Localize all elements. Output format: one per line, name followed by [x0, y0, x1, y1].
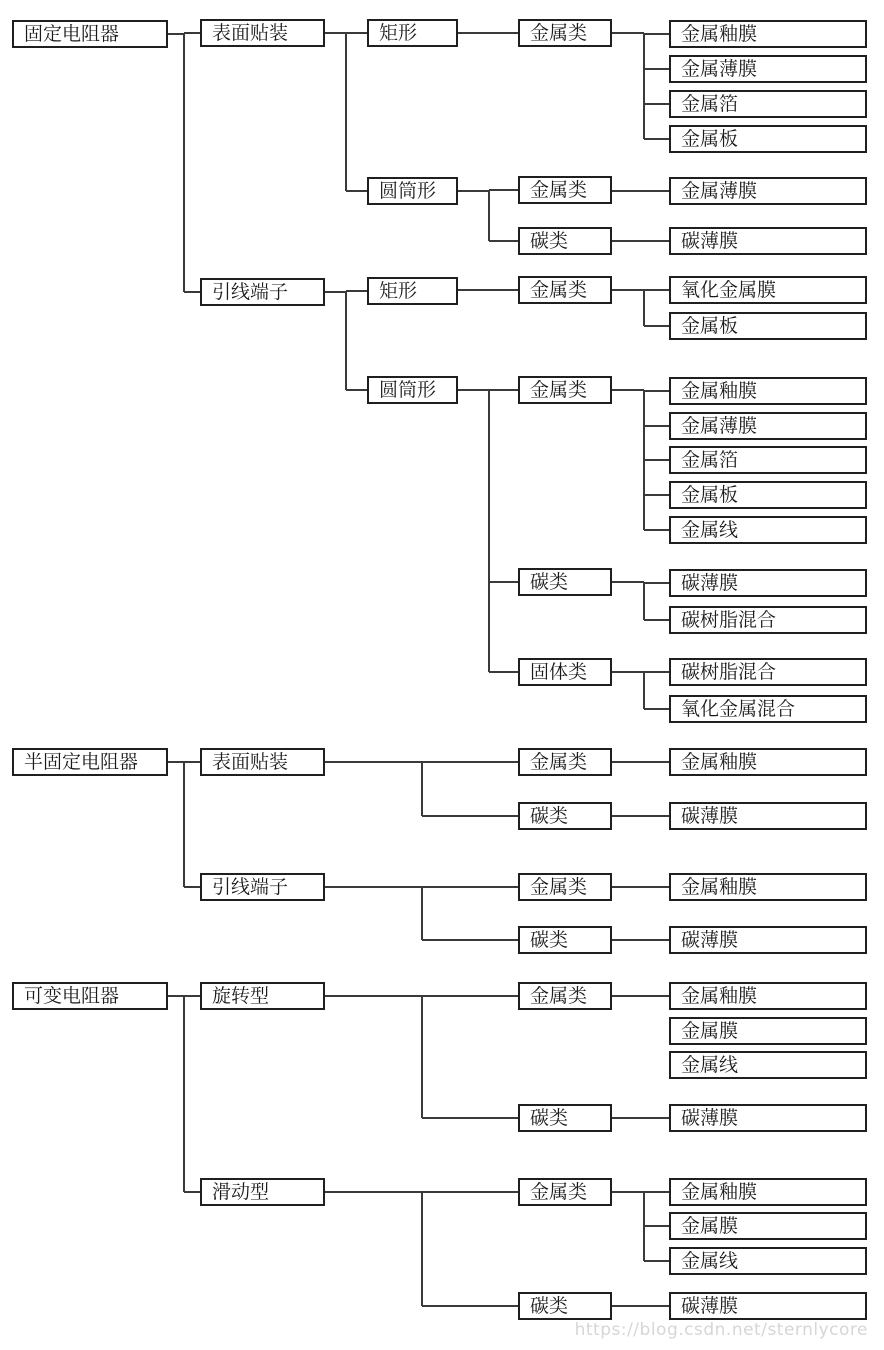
node-var-slide: 滑动型 — [200, 1178, 325, 1206]
node-fixed-lead: 引线端子 — [200, 278, 325, 306]
node-leaf-metal-wire-1: 金属线 — [669, 516, 867, 544]
node-semi-lead: 引线端子 — [200, 873, 325, 901]
node-leaf-carbon-thin-film-5: 碳薄膜 — [669, 1104, 867, 1132]
node-semi-smd: 表面贴装 — [200, 748, 325, 776]
node-leaf-metal-thin-film-1: 金属薄膜 — [669, 55, 867, 83]
node-leaf-metal-plate-1: 金属板 — [669, 125, 867, 153]
node-metal-class-8: 金属类 — [518, 1178, 612, 1206]
node-carbon-class-1: 碳类 — [518, 227, 612, 255]
node-leaf-metal-plate-2: 金属板 — [669, 312, 867, 340]
node-leaf-carbon-thin-film-3: 碳薄膜 — [669, 802, 867, 830]
node-var-rotary: 旋转型 — [200, 982, 325, 1010]
node-leaf-oxide-metal-film: 氧化金属膜 — [669, 276, 867, 304]
node-metal-class-5: 金属类 — [518, 748, 612, 776]
node-semi-fixed-resistor: 半固定电阻器 — [12, 748, 168, 776]
node-leaf-metal-film-2: 金属膜 — [669, 1212, 867, 1240]
node-carbon-class-2: 碳类 — [518, 568, 612, 596]
node-carbon-class-3: 碳类 — [518, 802, 612, 830]
node-leaf-metal-glaze-film-5: 金属釉膜 — [669, 982, 867, 1010]
node-fixed-resistor: 固定电阻器 — [12, 20, 168, 48]
node-leaf-metal-plate-3: 金属板 — [669, 481, 867, 509]
node-fixed-lead-cyl: 圆筒形 — [367, 376, 458, 404]
node-variable-resistor: 可变电阻器 — [12, 982, 168, 1010]
node-leaf-carbon-thin-film-1: 碳薄膜 — [669, 227, 867, 255]
node-metal-class-2: 金属类 — [518, 176, 612, 204]
node-carbon-class-4: 碳类 — [518, 926, 612, 954]
node-carbon-class-6: 碳类 — [518, 1292, 612, 1320]
node-fixed-smd-rect: 矩形 — [367, 19, 458, 47]
node-leaf-metal-glaze-film-1: 金属釉膜 — [669, 20, 867, 48]
node-leaf-carbon-thin-film-2: 碳薄膜 — [669, 569, 867, 597]
node-solid-class-1: 固体类 — [518, 658, 612, 686]
node-leaf-metal-wire-3: 金属线 — [669, 1247, 867, 1275]
node-leaf-metal-glaze-film-3: 金属釉膜 — [669, 748, 867, 776]
node-carbon-class-5: 碳类 — [518, 1104, 612, 1132]
node-leaf-carbon-resin-mix-1: 碳树脂混合 — [669, 606, 867, 634]
node-leaf-metal-glaze-film-2: 金属釉膜 — [669, 377, 867, 405]
node-leaf-metal-glaze-film-6: 金属釉膜 — [669, 1178, 867, 1206]
node-metal-class-4: 金属类 — [518, 376, 612, 404]
node-leaf-carbon-resin-mix-2: 碳树脂混合 — [669, 658, 867, 686]
node-metal-class-3: 金属类 — [518, 276, 612, 304]
watermark-url: https://blog.csdn.net/sternlycore — [574, 1320, 868, 1340]
node-fixed-lead-rect: 矩形 — [367, 277, 458, 305]
node-metal-class-7: 金属类 — [518, 982, 612, 1010]
node-leaf-metal-thin-film-2: 金属薄膜 — [669, 177, 867, 205]
node-leaf-carbon-thin-film-4: 碳薄膜 — [669, 926, 867, 954]
node-metal-class-6: 金属类 — [518, 873, 612, 901]
node-leaf-metal-wire-2: 金属线 — [669, 1051, 867, 1079]
node-leaf-metal-film-1: 金属膜 — [669, 1017, 867, 1045]
node-leaf-metal-foil-2: 金属箔 — [669, 446, 867, 474]
node-leaf-oxide-metal-mix: 氧化金属混合 — [669, 695, 867, 723]
node-fixed-smd: 表面贴装 — [200, 19, 325, 47]
node-leaf-metal-glaze-film-4: 金属釉膜 — [669, 873, 867, 901]
node-leaf-metal-thin-film-3: 金属薄膜 — [669, 412, 867, 440]
node-leaf-metal-foil-1: 金属箔 — [669, 90, 867, 118]
node-leaf-carbon-thin-film-6: 碳薄膜 — [669, 1292, 867, 1320]
node-fixed-smd-cyl: 圆筒形 — [367, 177, 458, 205]
node-metal-class-1: 金属类 — [518, 19, 612, 47]
